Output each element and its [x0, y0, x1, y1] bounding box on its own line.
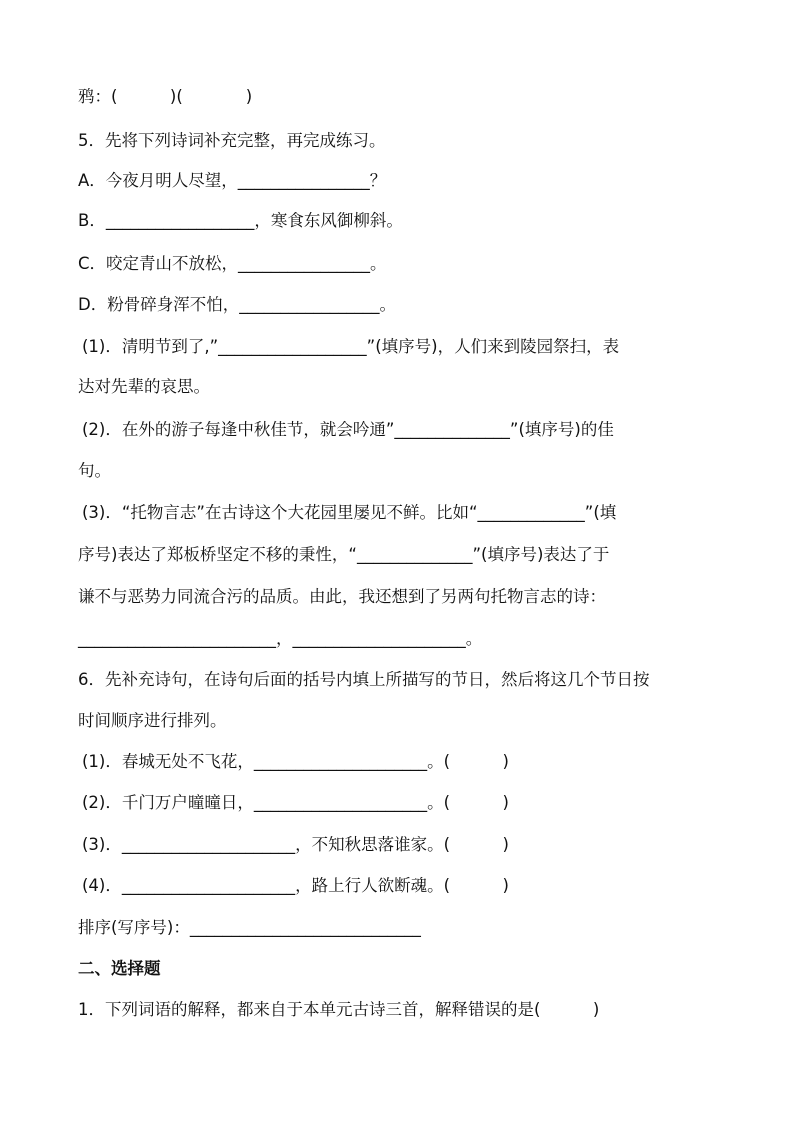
- q5-sub-1-cont: 达对先辈的哀思。: [78, 377, 210, 396]
- choice-question-1: 1．下列词语的解释，都来自于本单元古诗三首，解释错误的是( ): [78, 1000, 600, 1019]
- crow-answer-line: 鸦：( )( ): [78, 87, 253, 106]
- q5-sub-3-cont-1: 序号)表达了郑板桥坚定不移的秉性，“______________”(填序号)表达了于: [78, 545, 610, 564]
- q6-sub-2: (2)．千门万户曈曈日，_____________________。( ): [82, 793, 509, 812]
- question-6-prompt-cont: 时间顺序进行排列。: [78, 711, 227, 730]
- question-5-prompt: 5．先将下列诗词补充完整，再完成练习。: [78, 131, 386, 150]
- section-heading-multiple-choice: 二、选择题: [78, 959, 161, 978]
- poem-line-d: D．粉骨碎身浑不怕，_________________。: [78, 295, 396, 314]
- q6-sub-4: (4)．_____________________，路上行人欲断魂。( ): [82, 876, 509, 895]
- q5-sub-1: (1)．清明节到了,”__________________”(填序号)，人们来到陵园祭扫，表: [82, 337, 620, 356]
- q6-sub-3: (3)．_____________________，不知秋思落谁家。( ): [82, 835, 509, 854]
- question-6-prompt: 6．先补充诗句，在诗句后面的括号内填上所描写的节日，然后将这几个节日按: [78, 670, 650, 689]
- q5-sub-2: (2)．在外的游子每逢中秋佳节，就会吟通”______________”(填序号)的佳: [82, 420, 614, 439]
- poem-line-c: C．咬定青山不放松，________________。: [78, 254, 387, 273]
- q5-sub-2-cont: 句。: [78, 461, 111, 480]
- q5-sub-3: (3)．“托物言志”在古诗这个大花园里屡见不鲜。比如“_____________”(填: [82, 503, 617, 522]
- poem-line-a: A．今夜月明人尽望，________________？: [78, 171, 387, 190]
- poem-line-b: B．__________________，寒食东风御柳斜。: [78, 211, 403, 230]
- q5-sub-3-cont-2: 谦不与恶势力同流合污的品质。由此，我还想到了另两句托物言志的诗：: [78, 587, 606, 606]
- q6-ordering: 排序(写序号)：____________________________: [78, 918, 421, 937]
- q6-sub-1: (1)．春城无处不飞花，_____________________。( ): [82, 752, 509, 771]
- q5-sub-3-blanks: ________________________，_____________________。: [78, 629, 483, 648]
